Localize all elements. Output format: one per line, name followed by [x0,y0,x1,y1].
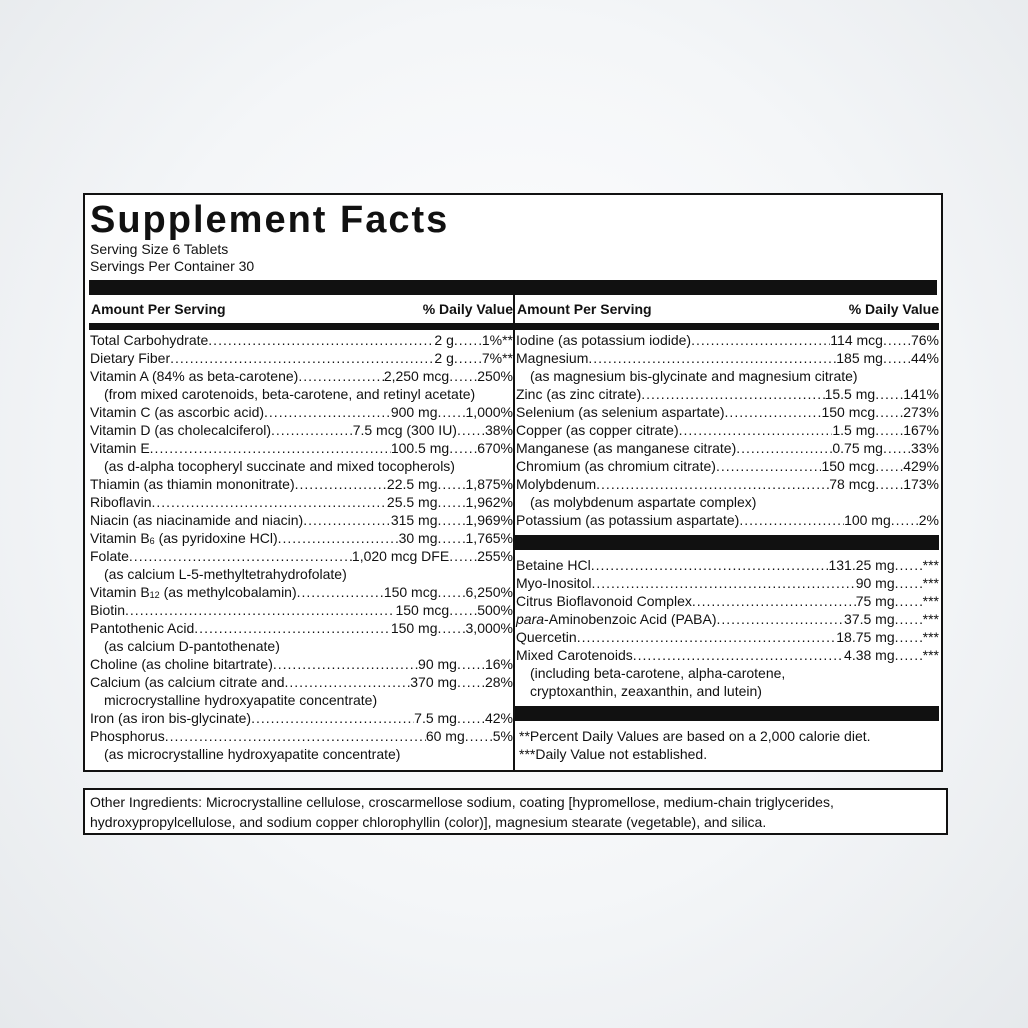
nutrient-row [89,601,513,619]
dot-leader [641,385,824,403]
dot-leader [438,583,466,601]
nutrient-name: Vitamin $B_{12}$ (as methylcobalamin) [90,584,297,600]
nutrient-name: Folate [90,548,129,564]
nutrient-amount: 185 mg [836,350,883,366]
nutrient-name: Choline (as choline bitartrate) [90,656,273,672]
daily-value-label: % Daily Value [422,301,513,317]
nutrient-note: microcrystalline hydroxyapatite concentrate) [104,692,378,708]
nutrient-amount: 7.5 mg [414,710,457,726]
nutrient-amount: 22.5 mg [386,476,438,492]
nutrient-name: Niacin (as niacinamide and niacin) [90,512,304,528]
dot-leader [717,610,845,628]
dot-leader [895,556,923,574]
nutrient-note: cryptoxanthin, zeaxanthin, and lutein) [530,683,762,699]
footnote-divider-bar [515,706,939,721]
dot-leader [457,421,485,439]
dot-leader [465,727,493,745]
footnotes [515,727,939,763]
nutrient-name: Magnesium [516,350,589,366]
nutrient-row [515,556,939,574]
nutrient-row [89,349,513,367]
dot-leader [691,331,830,349]
nutrient-daily-value: 273% [903,404,939,420]
nutrient-row [89,421,513,439]
nutrient-row [89,511,513,529]
dot-leader [271,421,353,439]
nutrient-amount: 7.5 mcg (300 IU) [352,422,457,438]
nutrient-amount: 150 mcg [383,584,438,600]
nutrient-daily-value: 42% [484,710,513,726]
dot-leader [588,349,836,367]
nutrient-daily-value: 141% [903,386,939,402]
dot-leader [591,556,829,574]
dot-leader [591,574,855,592]
nutrient-name: Vitamin D (as cholecalciferol) [90,422,272,438]
nutrient-name: Riboflavin [90,494,152,510]
dot-leader [438,619,466,637]
nutrient-daily-value: 16% [484,656,513,672]
dot-leader [150,439,391,457]
right-column-header [515,295,939,330]
dot-leader [457,673,485,691]
nutrient-row [89,547,513,565]
nutrient-amount: 1.5 mg [832,422,876,438]
dot-leader [438,511,466,529]
nutrient-daily-value: 429% [903,458,939,474]
dot-leader [129,547,352,565]
nutrient-name: Vitamin E [90,440,150,456]
dot-leader [449,367,477,385]
nutrient-daily-value: 2% [918,512,939,528]
nutrient-name: Calcium (as calcium citrate and [90,674,285,690]
nutrient-daily-value: 3,000% [465,620,513,636]
nutrient-daily-value: 5% [492,728,513,744]
nutrient-row [89,367,513,385]
nutrient-note: (as calcium L-5-methyltetrahydrofolate) [104,566,347,582]
nutrient-amount: 75 mg [855,593,895,609]
dot-leader [577,628,837,646]
nutrient-amount: 2 g [434,350,454,366]
nutrient-note: (from mixed carotenoids, beta-carotene, and retinyl acetate) [104,386,476,402]
dot-leader [679,421,833,439]
nutrient-daily-value: 28% [484,674,513,690]
dot-leader [895,646,923,664]
nutrient-row [515,439,939,457]
dot-leader [454,331,482,349]
nutrient-row [89,439,513,457]
dot-leader [438,475,466,493]
nutrient-daily-value: 44% [910,350,939,366]
nutrient-amount: 15.5 mg [824,386,876,402]
dot-leader [883,439,911,457]
dot-leader [895,574,923,592]
dot-leader [457,655,485,673]
nutrient-name: Vitamin A (84% as beta-carotene) [90,368,299,384]
nutrient-amount: 4.38 mg [844,647,895,663]
nutrient-name: Total Carbohydrate [90,332,209,348]
nutrient-amount: 100 mg [844,512,891,528]
nutrient-daily-value: *** [922,575,939,591]
dot-leader [278,529,399,547]
nutrient-daily-value: 500% [477,602,513,618]
nutrient-daily-value: 1,875% [465,476,513,492]
nutrient-name: Molybdenum [516,476,597,492]
nutrient-name: Iron (as iron bis-glycinate) [90,710,252,726]
nutrient-amount: 90 mg [855,575,895,591]
nutrient-row [89,493,513,511]
nutrient-amount: 900 mg [390,404,438,420]
dot-leader [438,529,466,547]
dot-leader [875,403,903,421]
nutrient-row [515,628,939,646]
nutrient-name: Vitamin C (as ascorbic acid) [90,404,265,420]
nutrient-amount: 2,250 mcg [383,368,450,384]
nutrient-note: (as molybdenum aspartate complex) [530,494,757,510]
nutrient-name-subscript: 6 [149,536,155,546]
dot-leader [716,457,822,475]
dot-leader [739,511,844,529]
nutrient-row [515,475,939,493]
left-column [89,295,513,770]
nutrient-row [89,583,513,601]
nutrient-daily-value: 670% [477,440,513,456]
dot-leader [251,709,414,727]
dot-leader [170,349,434,367]
nutrient-name: Mixed Carotenoids [516,647,633,663]
dot-leader [875,385,903,403]
dot-leader [438,493,466,511]
servings-per-container: Servings Per Container 30 [90,258,255,274]
nutrient-name: Selenium (as selenium aspartate) [516,404,725,420]
nutrient-amount: 315 mg [390,512,438,528]
dot-leader [298,367,384,385]
dot-leader [895,592,923,610]
other-ingredient-list [515,556,939,700]
nutrient-row [89,475,513,493]
nutrient-row [515,421,939,439]
other-ingredients: Other Ingredients: Microcrystalline cellulose, croscarmellose sodium, coating [hypromellose, medium-chain triglycerides, hydroxypropylcellulose, and sodium copper chlorophyllin (color)], magnesium stearate (vegetable), and silica. [83,788,948,835]
nutrient-name: Biotin [90,602,126,618]
dot-leader [264,403,391,421]
dot-leader [883,349,911,367]
nutrient-amount: 150 mcg [821,404,876,420]
nutrient-daily-value: *** [922,611,939,627]
nutrient-daily-value: *** [922,557,939,573]
right-nutrient-list [515,331,939,529]
nutrient-daily-value: 1,765% [465,530,513,546]
nutrient-row [515,646,939,664]
dot-leader [303,511,391,529]
nutrient-name: Myo-Inositol [516,575,592,591]
nutrient-name-italic: para [516,611,545,627]
dot-leader [875,421,903,439]
nutrient-name: Manganese (as manganese citrate) [516,440,737,456]
nutrient-amount: 100.5 mg [390,440,450,456]
dot-leader [285,673,411,691]
nutrient-name: Dietary Fiber [90,350,171,366]
nutrient-row [89,619,513,637]
serving-size: Serving Size 6 Tablets [90,241,229,257]
dot-leader [725,403,822,421]
nutrient-row [515,574,939,592]
nutrient-amount: 2 g [434,332,454,348]
nutrient-note: (as calcium D-pantothenate) [104,638,280,654]
dot-leader [438,403,466,421]
nutrient-daily-value: 173% [903,476,939,492]
nutrient-row [89,403,513,421]
nutrient-row [89,655,513,673]
footnote-line: ***Daily Value not established. [519,746,708,762]
nutrient-row [515,457,939,475]
nutrient-amount: 37.5 mg [844,611,895,627]
nutrient-name: Phosphorus [90,728,165,744]
panel-title: Supplement Facts [90,199,450,241]
dot-leader [165,727,426,745]
nutrient-row [89,331,513,349]
nutrient-daily-value: 250% [477,368,513,384]
dot-leader [883,331,911,349]
dot-leader [194,619,391,637]
nutrient-daily-value: 255% [477,548,513,564]
right-nutrient-section [515,331,939,763]
nutrient-row [89,673,513,691]
right-column [515,295,939,770]
daily-value-label: % Daily Value [848,301,939,317]
nutrient-daily-value: 33% [910,440,939,456]
nutrient-name: Chromium (as chromium citrate) [516,458,716,474]
nutrient-daily-value: *** [922,647,939,663]
nutrient-note: (including beta-carotene, alpha-carotene, [530,665,786,681]
nutrient-row [515,331,939,349]
nutrient-row [515,511,939,529]
nutrient-daily-value: 1,969% [465,512,513,528]
dot-leader [295,475,387,493]
dot-leader [457,709,485,727]
dot-leader [736,439,832,457]
nutrient-amount: 150 mg [390,620,438,636]
nutrient-daily-value: 7%** [481,350,513,366]
nutrient-name: Thiamin (as thiamin mononitrate) [90,476,295,492]
nutrient-note: (as microcrystalline hydroxyapatite concentrate) [104,746,401,762]
top-divider-bar [89,280,937,295]
dot-leader [895,610,923,628]
nutrient-daily-value: *** [922,629,939,645]
dot-leader [692,592,856,610]
nutrient-name: Citrus Bioflavonoid Complex [516,593,692,609]
dot-leader [875,475,903,493]
nutrient-row [515,385,939,403]
left-column-header [89,295,513,330]
dot-leader [151,493,386,511]
section-divider-bar [515,535,939,550]
nutrient-daily-value: 167% [903,422,939,438]
nutrient-name-subscript: 12 [149,590,160,600]
nutrient-daily-value: 1,000% [465,404,513,420]
nutrient-name: para-Aminobenzoic Acid (PABA) [516,611,717,627]
nutrient-name: Vitamin $B_6$ (as pyridoxine HCl) [90,530,278,546]
nutrient-row [89,727,513,745]
dot-leader [895,628,923,646]
nutrient-daily-value: 38% [484,422,513,438]
dot-leader [273,655,418,673]
nutrient-row [89,529,513,547]
nutrient-amount: 30 mg [398,530,438,546]
nutrient-name: Betaine HCl [516,557,591,573]
dot-leader [125,601,395,619]
left-nutrient-list [89,331,513,763]
nutrient-amount: 114 mcg [830,332,883,348]
dot-leader [875,457,903,475]
nutrient-row [515,349,939,367]
nutrient-daily-value: 1,962% [465,494,513,510]
nutrient-amount: 18.75 mg [836,629,895,645]
nutrient-row [515,403,939,421]
nutrient-name: Iodine (as potassium iodide) [516,332,692,348]
nutrient-name: Pantothenic Acid [90,620,195,636]
nutrient-name: Copper (as copper citrate) [516,422,679,438]
dot-leader [208,331,434,349]
dot-leader [449,439,477,457]
nutrient-name: Zinc (as zinc citrate) [516,386,642,402]
nutrient-amount: 150 mcg [395,602,450,618]
amount-per-serving-label: Amount Per Serving [517,301,652,317]
nutrient-amount: 60 mg [425,728,465,744]
dot-leader [633,646,844,664]
nutrient-daily-value: 6,250% [465,584,513,600]
nutrient-daily-value: 1%** [481,332,513,348]
dot-leader [449,547,477,565]
nutrient-amount: 150 mcg [821,458,876,474]
nutrient-amount: 1,020 mcg DFE [351,548,450,564]
dot-leader [297,583,384,601]
nutrient-amount: 0.75 mg [832,440,883,456]
dot-leader [449,601,477,619]
nutrient-daily-value: *** [922,593,939,609]
nutrient-name: Quercetin [516,629,577,645]
nutrient-amount: 90 mg [418,656,457,672]
nutrient-row [89,709,513,727]
nutrient-note: (as magnesium bis-glycinate and magnesium citrate) [530,368,858,384]
nutrient-amount: 78 mcg [829,476,876,492]
nutrient-amount: 131.25 mg [828,557,895,573]
nutrient-name: Potassium (as potassium aspartate) [516,512,740,528]
dot-leader [454,349,482,367]
nutrient-daily-value: 76% [910,332,939,348]
nutrient-note: (as d-alpha tocopheryl succinate and mixed tocopherols) [104,458,455,474]
nutrient-amount: 25.5 mg [386,494,438,510]
supplement-facts-panel [83,193,943,772]
dot-leader [891,511,919,529]
footnote-line: **Percent Daily Values are based on a 2,000 calorie diet. [519,728,871,744]
amount-per-serving-label: Amount Per Serving [91,301,226,317]
dot-leader [596,475,829,493]
nutrient-amount: 370 mg [410,674,457,690]
nutrient-row [515,610,939,628]
nutrient-row [515,592,939,610]
